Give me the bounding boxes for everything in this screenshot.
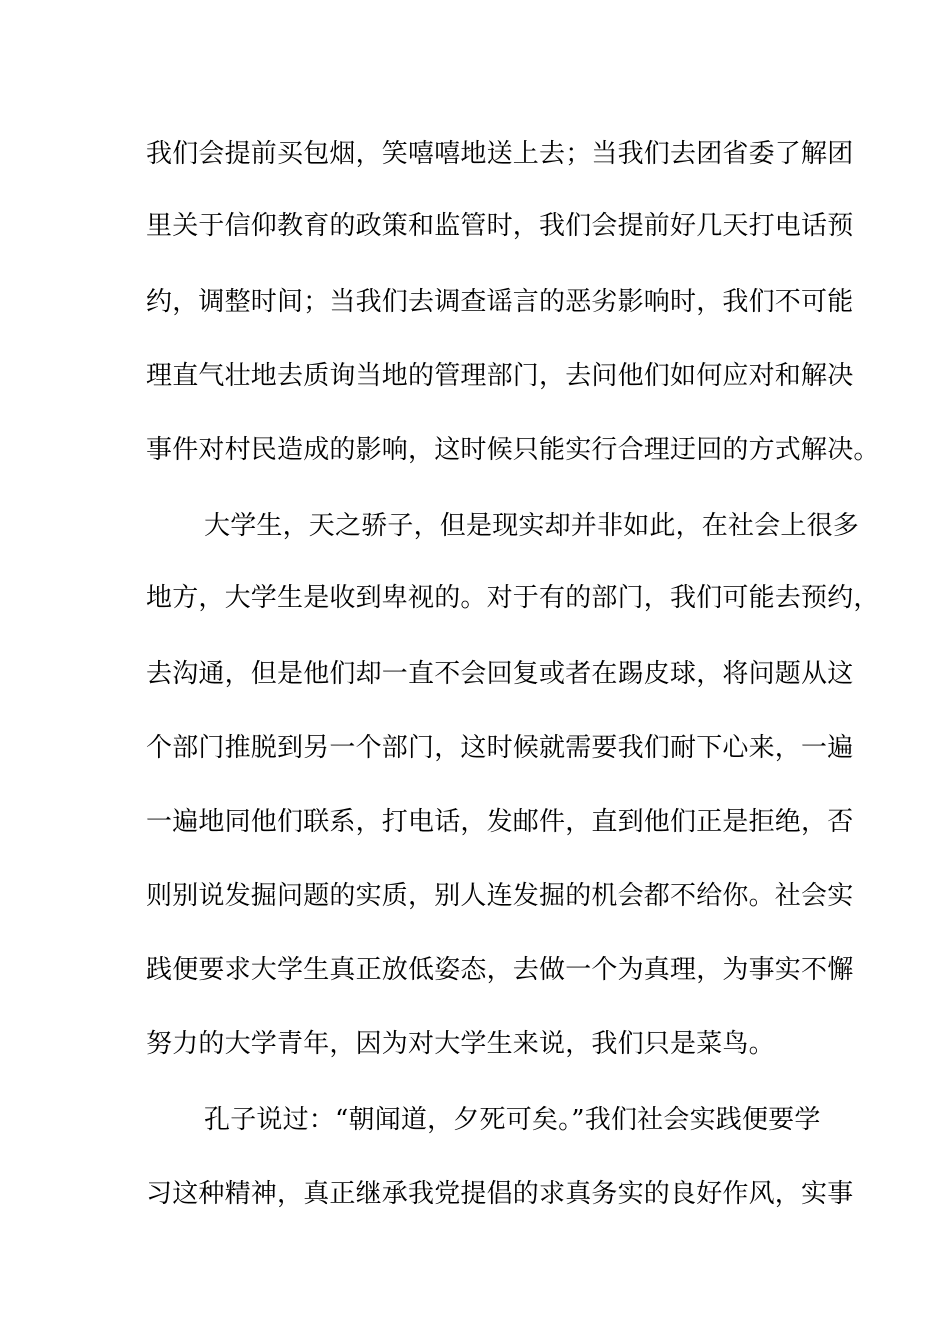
text-line: 习这种精神，真正继承我党提倡的求真务实的良好作风，实事 <box>146 1179 854 1209</box>
text-line: 约，调整时间；当我们去调查谣言的恶劣影响时，我们不可能 <box>146 287 854 317</box>
text-line: 努力的大学青年，因为对大学生来说，我们只是菜鸟。 <box>146 1029 775 1059</box>
text-line: 里关于信仰教育的政策和监管时，我们会提前好几天打电话预 <box>146 211 854 241</box>
text-line: 我们会提前买包烟，笑嘻嘻地送上去；当我们去团省委了解团 <box>146 139 854 169</box>
text-line: 事件对村民造成的影响，这时候只能实行合理迂回的方式解决。 <box>146 435 880 465</box>
text-line: 地方，大学生是收到卑视的。对于有的部门，我们可能去预约， <box>146 583 880 613</box>
text-line: 个部门推脱到另一个部门，这时候就需要我们耐下心来，一遍 <box>146 733 854 763</box>
paragraph-first-line: 孔子说过：“朝闻道，夕死可矣。”我们社会实践便要学 <box>204 1105 821 1135</box>
text-line: 一遍地同他们联系，打电话，发邮件，直到他们正是拒绝，否 <box>146 807 854 837</box>
text-line: 去沟通，但是他们却一直不会回复或者在踢皮球，将问题从这 <box>146 659 854 689</box>
text-line: 践便要求大学生真正放低姿态，去做一个为真理，为事实不懈 <box>146 955 854 985</box>
text-line: 理直气壮地去质询当地的管理部门，去问他们如何应对和解决 <box>146 361 854 391</box>
text-line: 则别说发掘问题的实质，别人连发掘的机会都不给你。社会实 <box>146 881 854 911</box>
paragraph-first-line: 大学生，天之骄子，但是现实却并非如此，在社会上很多 <box>204 511 860 541</box>
